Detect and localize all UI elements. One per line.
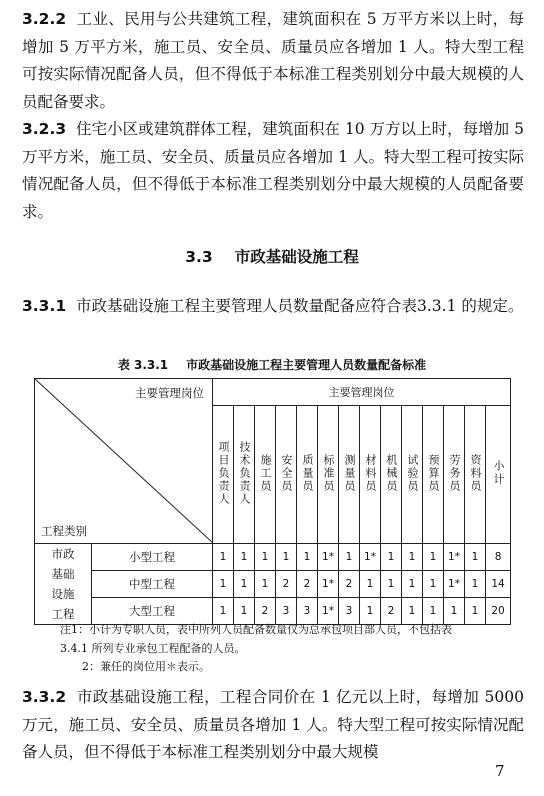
- table-cell: 1: [423, 598, 444, 625]
- table-cell: 2: [255, 598, 276, 625]
- column-header-label: 项目负责人: [217, 440, 230, 506]
- table-cell: 2: [381, 598, 402, 625]
- column-header-label: 技术负责人: [238, 440, 251, 506]
- table-cell: 3: [297, 598, 318, 625]
- table-cell: 1: [381, 544, 402, 571]
- column-header-label: 质量员: [301, 453, 314, 493]
- header-group-label: 主要管理岗位: [328, 386, 395, 399]
- table-cell: 1: [423, 544, 444, 571]
- column-header: [360, 406, 381, 544]
- column-header-label: 标准员: [322, 453, 335, 493]
- table-cell: 2: [276, 571, 297, 598]
- table-cell: 3: [339, 598, 360, 625]
- table-cell: 20: [486, 598, 511, 625]
- note-1-continued: 3.4.1 所列专业承包工程配备的人员。: [60, 641, 246, 655]
- column-header-label: 资料员: [469, 453, 482, 493]
- table-row: [35, 544, 511, 571]
- paragraph-3-3-1: [22, 293, 524, 321]
- clause-number: 3.3.1: [22, 297, 67, 315]
- table-cell: 1: [255, 571, 276, 598]
- column-header: [444, 406, 465, 544]
- column-header: [339, 406, 360, 544]
- table-cell: 2: [297, 571, 318, 598]
- table-cell: 1: [465, 571, 486, 598]
- table-cell: 1: [234, 544, 255, 571]
- table-cell: 1*: [318, 544, 339, 571]
- section-title: 市政基础设施工程: [234, 248, 359, 266]
- clause-text: 住宅小区或建筑群体工程，建筑面积在 10 万方以上时，每增加 5 万平方米，施工员、安全员、质量员应各增加 1 人。特大型工程可按实际情况配备人员，但不得低于本标准工程类别划分中最大规模的人员配备要求。: [22, 120, 524, 221]
- column-header: [297, 406, 318, 544]
- column-header-label: 预算员: [427, 453, 440, 493]
- clause-number: 3.2.2: [22, 10, 67, 28]
- table-cell: 1*: [360, 544, 381, 571]
- table-row: [35, 571, 511, 598]
- table-cell: 14: [486, 571, 511, 598]
- table-cell: 8: [486, 544, 511, 571]
- column-header: [234, 406, 255, 544]
- table-cell: 1: [297, 544, 318, 571]
- clause-number: 3.3.2: [22, 688, 67, 706]
- table-cell: 1: [213, 544, 234, 571]
- table-cell: 1: [402, 544, 423, 571]
- clause-text: 市政基础设施工程主要管理人员数量配备应符合表3.3.1 的规定。: [76, 297, 524, 315]
- table-cell: 3: [276, 598, 297, 625]
- table-cell: 2: [339, 571, 360, 598]
- note-2: 2：兼任的岗位用＊表示。: [82, 660, 210, 673]
- table-cell: 1: [402, 598, 423, 625]
- clause-number: 3.2.3: [22, 120, 67, 138]
- section-heading: [0, 245, 544, 267]
- column-header: [423, 406, 444, 544]
- column-header-label: 施工员: [259, 453, 272, 493]
- table-cell: 1: [423, 571, 444, 598]
- row-label: 小型工程: [92, 544, 213, 571]
- column-header-label: 材料员: [364, 453, 377, 493]
- header-positions-label: 主要管理岗位: [135, 386, 204, 400]
- paragraph-3-2-3: [22, 116, 524, 226]
- table-cell: 1: [465, 544, 486, 571]
- column-header: [318, 406, 339, 544]
- column-header: [402, 406, 423, 544]
- diagonal-line: [35, 379, 213, 543]
- column-header-label: 小计: [492, 460, 506, 486]
- category-cell: [35, 544, 92, 625]
- table-caption: [0, 356, 544, 373]
- table-cell: 1: [234, 571, 255, 598]
- clause-text: 工业、民用与公共建筑工程，建筑面积在 5 万平方米以上时，每增加 5 万平方米，施工员、安全员、质量员应各增加 1 人。特大型工程可按实际情况配备人员，但不得低于本标准工程类别划分中最大规模的人员配备要求。: [22, 10, 525, 111]
- table-number: 表 3.3.1: [117, 358, 169, 372]
- table-cell: 1*: [318, 598, 339, 625]
- column-header-label: 机械员: [385, 453, 398, 493]
- note-1: 注1：小计为专职人员，表中所列人员配备数量仅为总承包项目部人员，不包括表: [60, 623, 452, 636]
- table-title: 市政基础设施工程主要管理人员数量配备标准: [186, 358, 427, 372]
- paragraph-3-2-2: [22, 6, 524, 116]
- diagonal-header-cell: [35, 379, 213, 544]
- table-cell: 1: [213, 571, 234, 598]
- row-label: 大型工程: [92, 598, 213, 625]
- table-cell: 1: [402, 571, 423, 598]
- table-cell: 1: [255, 544, 276, 571]
- table-cell: 1: [276, 544, 297, 571]
- column-header-label: 安全员: [280, 453, 293, 493]
- table-cell: 1: [339, 544, 360, 571]
- table-cell: 1: [465, 598, 486, 625]
- table-cell: 1: [381, 571, 402, 598]
- table-cell: 1: [234, 598, 255, 625]
- column-header-label: 测量员: [343, 453, 356, 493]
- column-header: [213, 406, 234, 544]
- column-header: [465, 406, 486, 544]
- column-header: [381, 406, 402, 544]
- column-header: [255, 406, 276, 544]
- table-cell: 1*: [318, 571, 339, 598]
- clause-text: 市政基础设施工程，工程合同价在 1 亿元以上时，每增加 5000 万元，施工员、安全员、质量员各增加 1 人。特大型工程可按实际情况配备人员，但不得低于本标准工程类别划分中最大规模: [22, 688, 525, 761]
- header-category-label: 工程类别: [41, 524, 87, 538]
- table-cell: 1*: [444, 544, 465, 571]
- table-cell: 1*: [444, 571, 465, 598]
- table-cell: 1: [360, 571, 381, 598]
- table-notes: [60, 621, 520, 677]
- table-cell: 1: [213, 598, 234, 625]
- paragraph-3-3-2: [22, 684, 524, 767]
- page-number: 7: [495, 762, 505, 780]
- section-number: 3.3: [185, 248, 213, 266]
- category-label: 市政 基础 设施 工程: [51, 547, 75, 621]
- column-header: [486, 406, 511, 544]
- table-cell: 1: [444, 598, 465, 625]
- staffing-table: [34, 378, 511, 625]
- table-cell: 1: [360, 598, 381, 625]
- column-header: [276, 406, 297, 544]
- column-header-label: 劳务员: [448, 453, 461, 493]
- row-label: 中型工程: [92, 571, 213, 598]
- column-header-label: 试验员: [406, 453, 419, 493]
- header-group-cell: [213, 379, 511, 406]
